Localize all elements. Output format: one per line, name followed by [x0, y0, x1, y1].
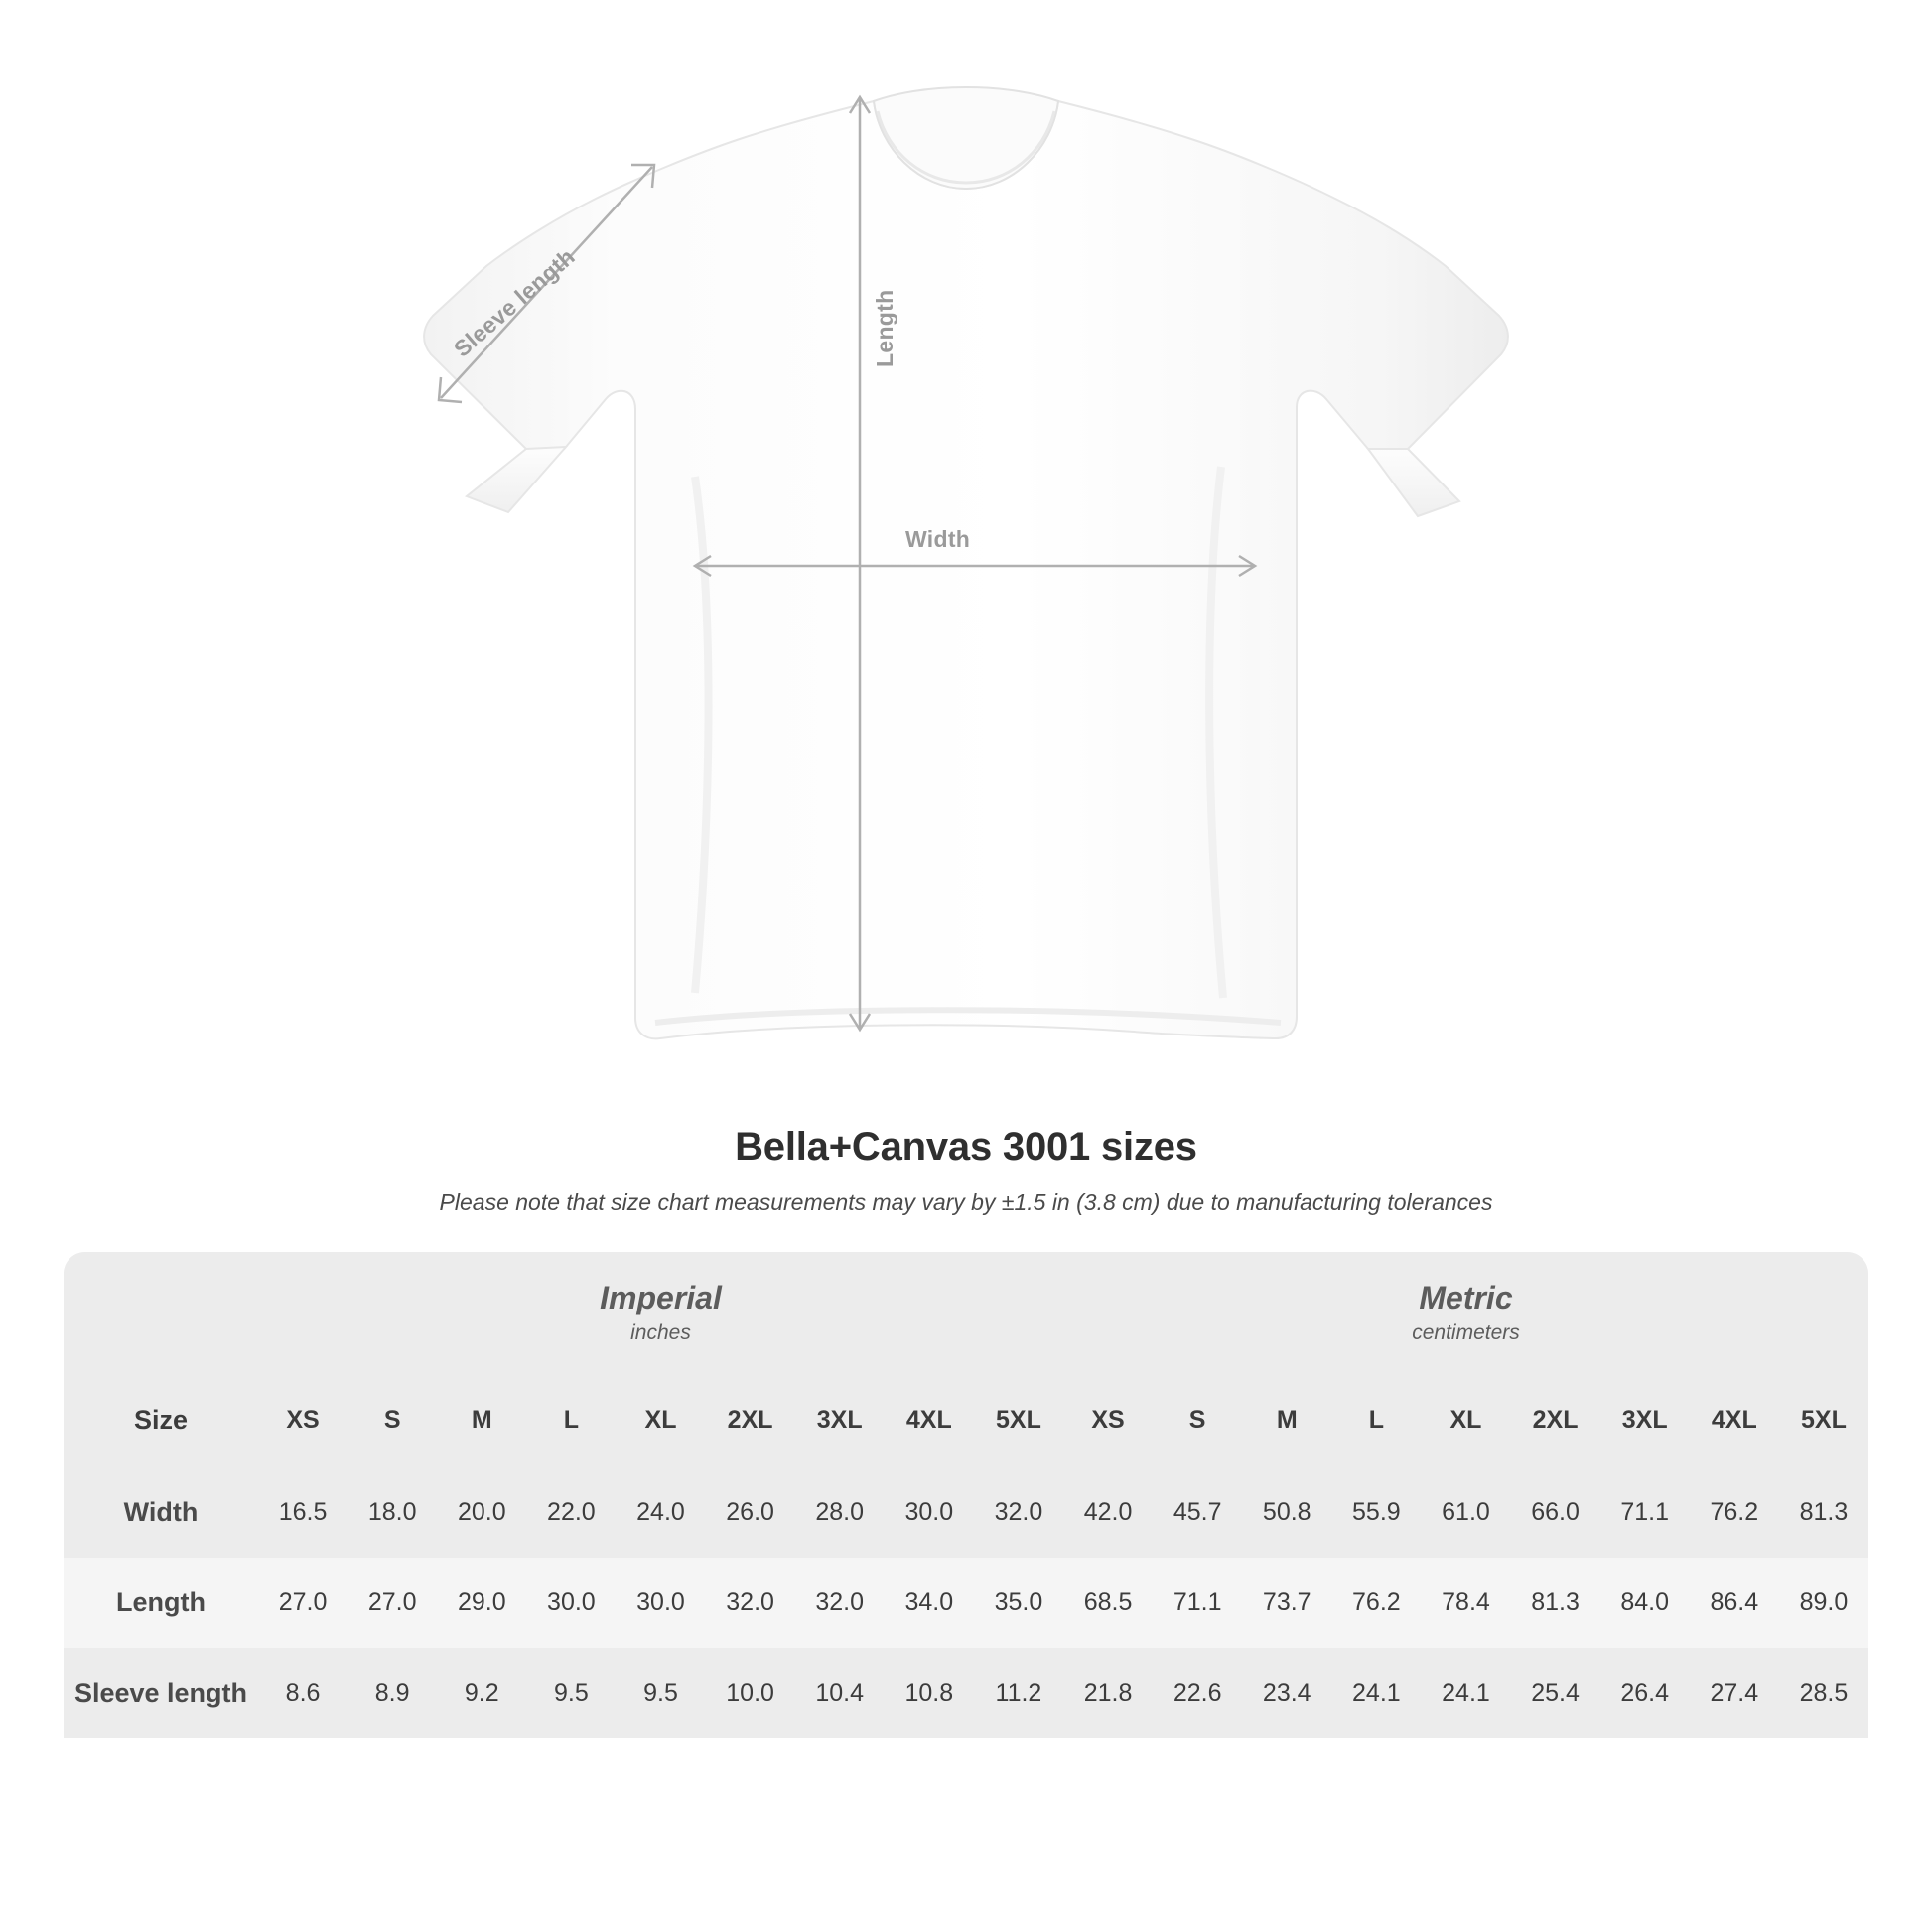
cell-sleeve-length-5XL-cm: 28.5 [1779, 1648, 1868, 1738]
cell-length-2XL-in: 32.0 [706, 1558, 795, 1648]
cell-length-L-in: 30.0 [526, 1558, 616, 1648]
row-label-width: Width [64, 1467, 258, 1558]
cell-width-XL-cm: 61.0 [1421, 1467, 1510, 1558]
unit-group-name: Imperial [600, 1280, 722, 1315]
cell-sleeve-length-2XL-in: 10.0 [706, 1648, 795, 1738]
cell-length-3XL-in: 32.0 [795, 1558, 885, 1648]
cell-length-S-cm: 71.1 [1153, 1558, 1242, 1648]
page-title: Bella+Canvas 3001 sizes [735, 1125, 1197, 1169]
unit-group-sub: centimeters [1412, 1321, 1520, 1344]
cell-length-5XL-cm: 89.0 [1779, 1558, 1868, 1648]
cell-width-3XL-cm: 71.1 [1600, 1467, 1690, 1558]
size-table-wrapper [64, 1252, 1868, 1738]
dimension-label-length: Length [872, 289, 897, 367]
header-size-0: XS [258, 1373, 347, 1467]
row-label-length: Length [64, 1558, 258, 1648]
cell-length-XL-in: 30.0 [616, 1558, 705, 1648]
header-size-6: 3XL [795, 1373, 885, 1467]
cell-length-3XL-cm: 84.0 [1600, 1558, 1690, 1648]
cell-sleeve-length-2XL-cm: 25.4 [1511, 1648, 1600, 1738]
cell-sleeve-length-3XL-in: 10.4 [795, 1648, 885, 1738]
header-size-1: S [347, 1373, 437, 1467]
tolerance-note: Please note that size chart measurements may vary by ±1.5 in (3.8 cm) due to manufacturing tolerances [439, 1189, 1493, 1215]
cell-sleeve-length-4XL-in: 10.8 [885, 1648, 974, 1738]
header-size-15: 3XL [1600, 1373, 1690, 1467]
cell-width-5XL-cm: 81.3 [1779, 1467, 1868, 1558]
header-size-14: 2XL [1511, 1373, 1600, 1467]
unit-group-metric [1063, 1252, 1868, 1373]
cell-sleeve-length-L-in: 9.5 [526, 1648, 616, 1738]
cell-sleeve-length-S-in: 8.9 [347, 1648, 437, 1738]
cell-sleeve-length-XS-cm: 21.8 [1063, 1648, 1153, 1738]
cell-width-2XL-in: 26.0 [706, 1467, 795, 1558]
cell-length-M-cm: 73.7 [1242, 1558, 1331, 1648]
header-size-12: L [1331, 1373, 1421, 1467]
cell-width-XS-cm: 42.0 [1063, 1467, 1153, 1558]
cell-length-XL-cm: 78.4 [1421, 1558, 1510, 1648]
header-size-5: 2XL [706, 1373, 795, 1467]
unit-group-imperial [258, 1252, 1063, 1373]
cell-length-S-in: 27.0 [347, 1558, 437, 1648]
header-size-7: 4XL [885, 1373, 974, 1467]
cell-sleeve-length-S-cm: 22.6 [1153, 1648, 1242, 1738]
cell-sleeve-length-XL-cm: 24.1 [1421, 1648, 1510, 1738]
cell-length-4XL-in: 34.0 [885, 1558, 974, 1648]
cell-width-M-in: 20.0 [437, 1467, 526, 1558]
cell-sleeve-length-XL-in: 9.5 [616, 1648, 705, 1738]
cell-length-5XL-in: 35.0 [974, 1558, 1063, 1648]
unit-row-spacer [64, 1252, 258, 1373]
row-label-sleeve-length: Sleeve length [64, 1648, 258, 1738]
cell-width-3XL-in: 28.0 [795, 1467, 885, 1558]
header-size-label: Size [64, 1373, 258, 1467]
cell-length-4XL-cm: 86.4 [1690, 1558, 1779, 1648]
cell-width-5XL-in: 32.0 [974, 1467, 1063, 1558]
cell-sleeve-length-XS-in: 8.6 [258, 1648, 347, 1738]
cell-sleeve-length-3XL-cm: 26.4 [1600, 1648, 1690, 1738]
cell-length-L-cm: 76.2 [1331, 1558, 1421, 1648]
table-row [64, 1467, 1868, 1558]
cell-sleeve-length-M-cm: 23.4 [1242, 1648, 1331, 1738]
cell-width-S-in: 18.0 [347, 1467, 437, 1558]
dimension-label-sleeve: Sleeve length [449, 243, 580, 362]
header-size-11: M [1242, 1373, 1331, 1467]
header-size-10: S [1153, 1373, 1242, 1467]
header-size-16: 4XL [1690, 1373, 1779, 1467]
cell-width-2XL-cm: 66.0 [1511, 1467, 1600, 1558]
cell-width-L-cm: 55.9 [1331, 1467, 1421, 1558]
cell-width-S-cm: 45.7 [1153, 1467, 1242, 1558]
cell-length-XS-in: 27.0 [258, 1558, 347, 1648]
cell-width-XS-in: 16.5 [258, 1467, 347, 1558]
unit-group-name: Metric [1419, 1280, 1513, 1315]
cell-width-M-cm: 50.8 [1242, 1467, 1331, 1558]
dimension-label-width: Width [905, 526, 971, 552]
table-row [64, 1648, 1868, 1738]
cell-width-4XL-cm: 76.2 [1690, 1467, 1779, 1558]
header-size-2: M [437, 1373, 526, 1467]
header-size-17: 5XL [1779, 1373, 1868, 1467]
table-row [64, 1558, 1868, 1648]
table-header-row [64, 1373, 1868, 1467]
header-size-13: XL [1421, 1373, 1510, 1467]
cell-sleeve-length-5XL-in: 11.2 [974, 1648, 1063, 1738]
cell-width-4XL-in: 30.0 [885, 1467, 974, 1558]
cell-length-M-in: 29.0 [437, 1558, 526, 1648]
header-size-8: 5XL [974, 1373, 1063, 1467]
cell-sleeve-length-4XL-cm: 27.4 [1690, 1648, 1779, 1738]
cell-length-2XL-cm: 81.3 [1511, 1558, 1600, 1648]
cell-length-XS-cm: 68.5 [1063, 1558, 1153, 1648]
cell-sleeve-length-M-in: 9.2 [437, 1648, 526, 1738]
unit-group-row [64, 1252, 1868, 1373]
header-size-9: XS [1063, 1373, 1153, 1467]
cell-width-XL-in: 24.0 [616, 1467, 705, 1558]
title-block [0, 1125, 1932, 1216]
header-size-3: L [526, 1373, 616, 1467]
cell-sleeve-length-L-cm: 24.1 [1331, 1648, 1421, 1738]
cell-width-L-in: 22.0 [526, 1467, 616, 1558]
header-size-4: XL [616, 1373, 705, 1467]
unit-group-sub: inches [630, 1321, 691, 1344]
size-table [64, 1252, 1868, 1738]
